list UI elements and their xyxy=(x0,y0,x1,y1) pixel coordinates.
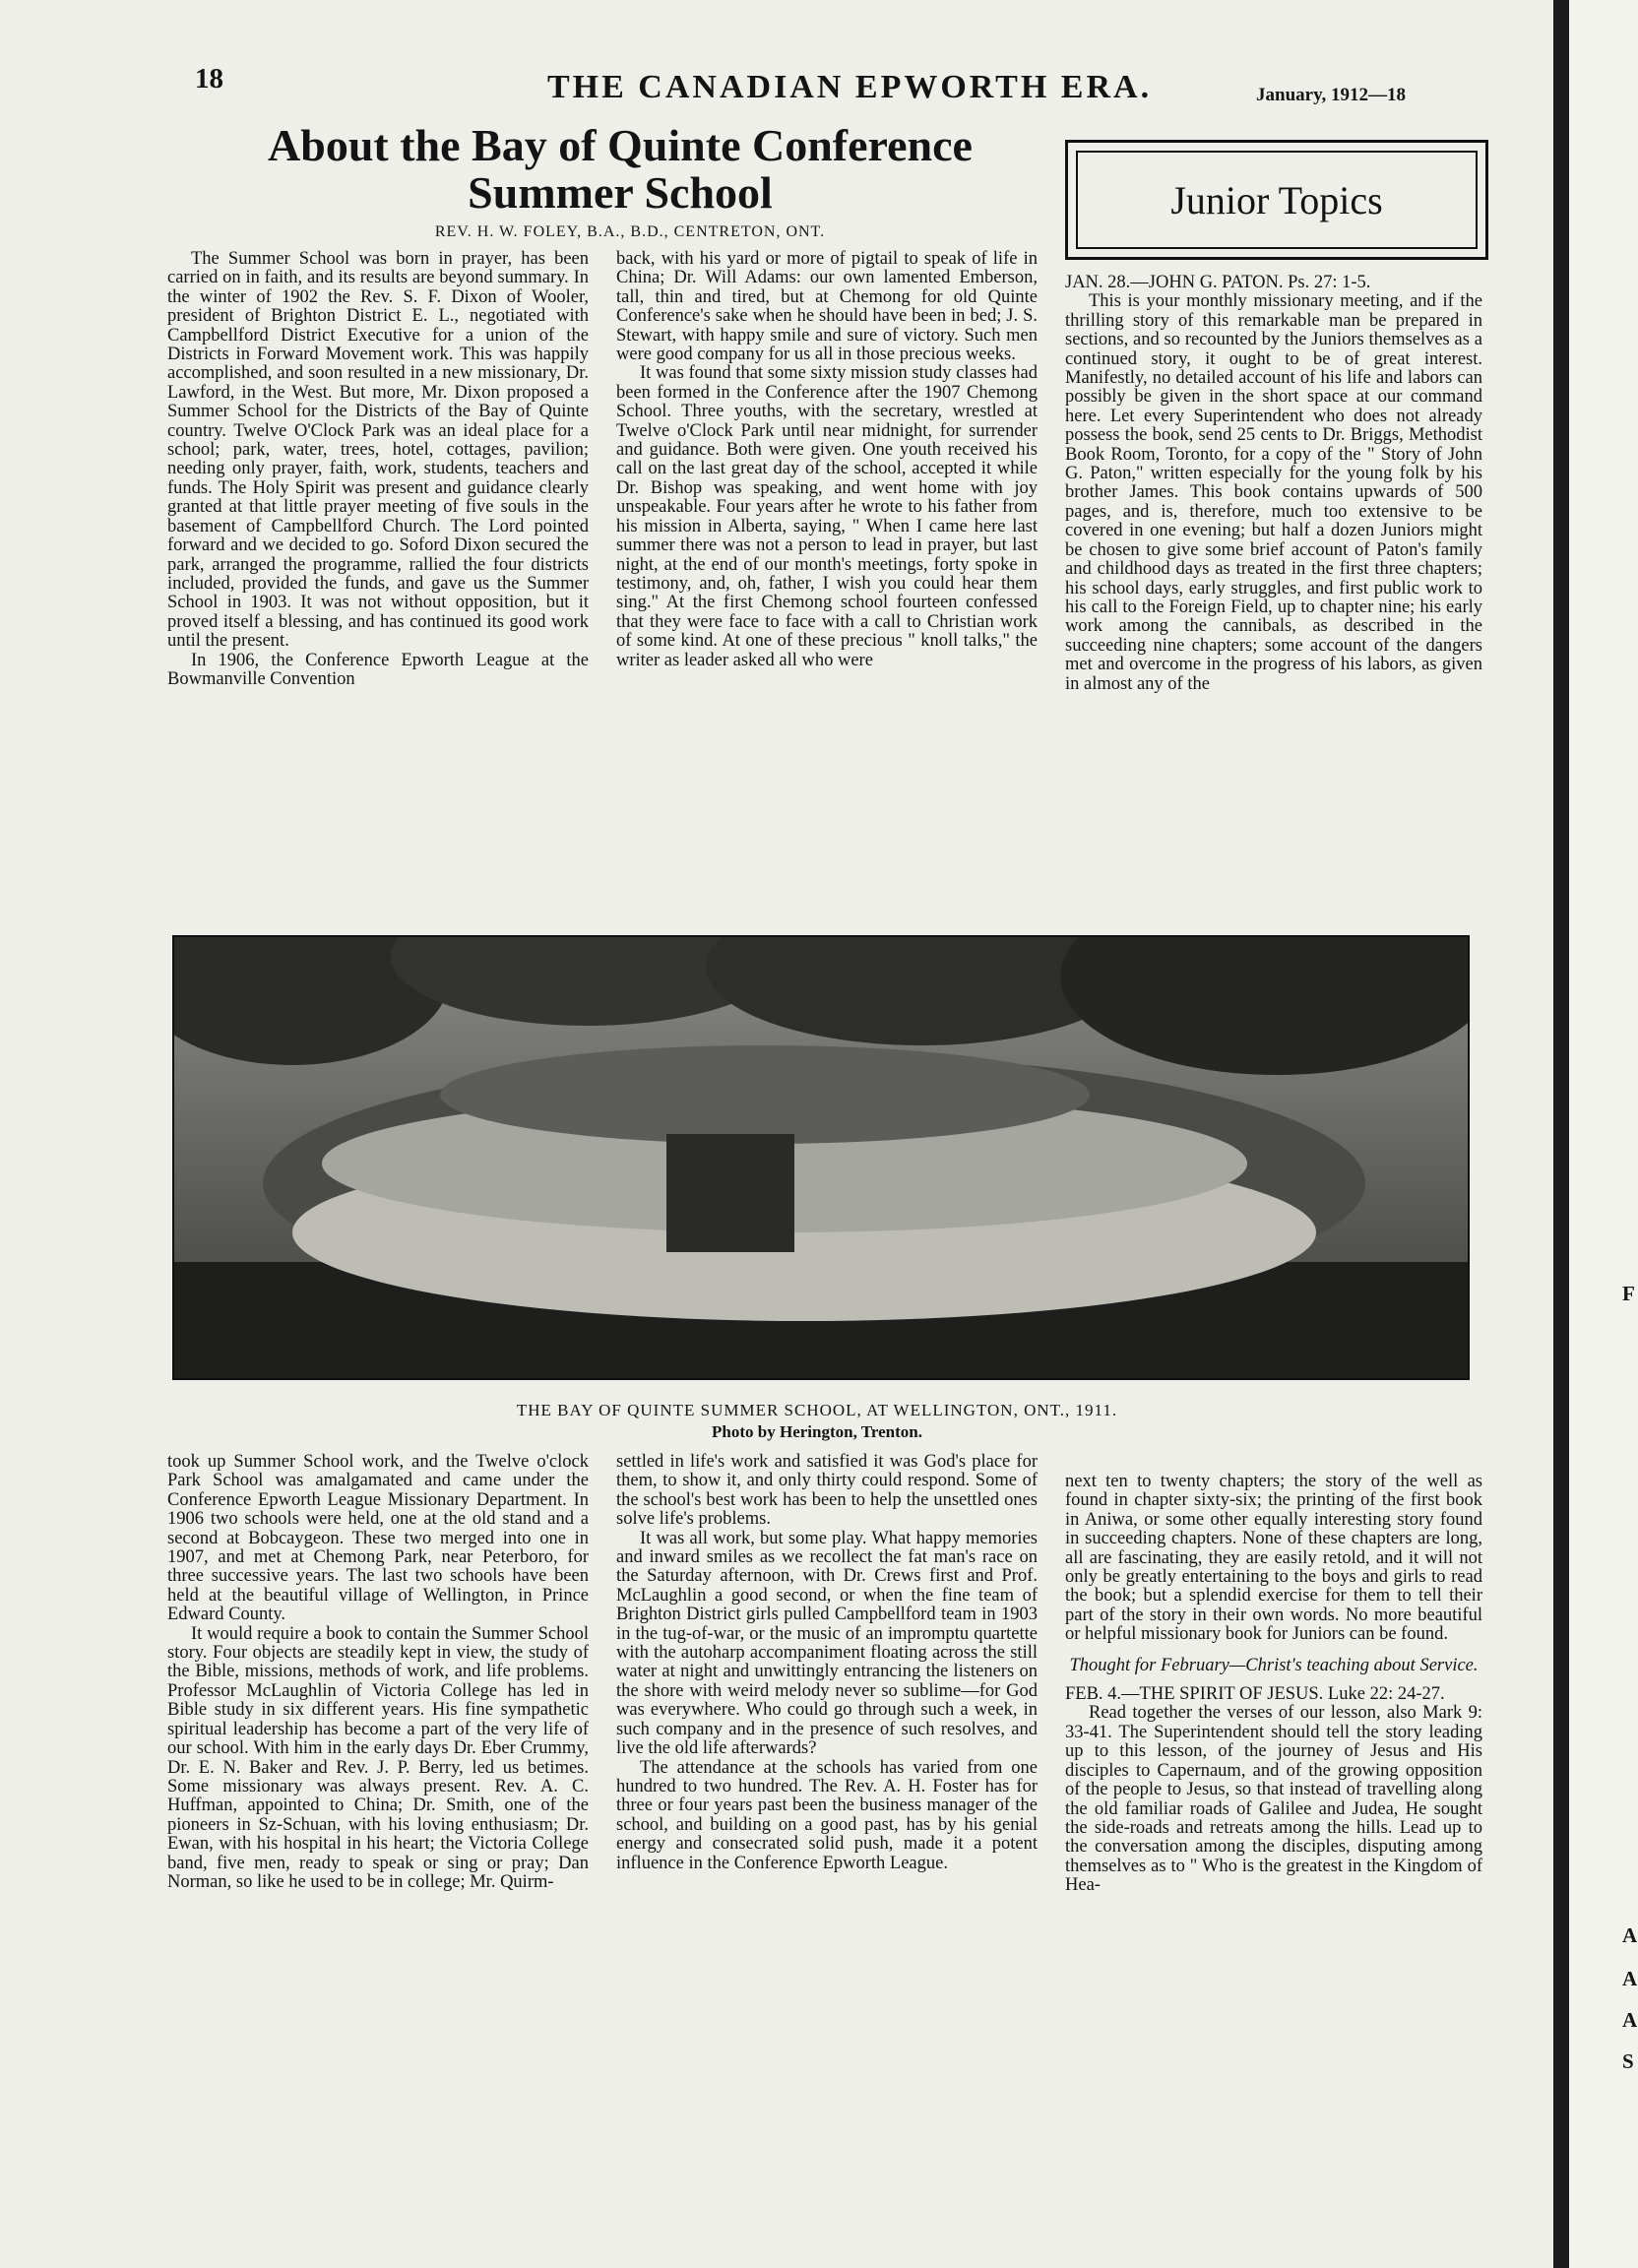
edge-letter: A xyxy=(1622,1923,1638,1947)
junior-column-upper xyxy=(1065,274,1482,694)
edge-letter: A xyxy=(1622,2008,1638,2032)
paragraph: back, with his yard or more of pigtail to speak of life in China; Dr. Will Adams: our own lamented Emberson, tall, thin and tired, but at Chemong for old Quinte Conference's sake when he should have been in bed; J. S. Stewart, with happy smile and sure of victory. Such men were good company for us all in those precious weeks. xyxy=(616,249,1038,365)
edge-letter: S xyxy=(1622,2049,1634,2073)
paragraph: It was all work, but some play. What happy memories and inward smiles as we recollect the fat man's race on the Saturday afternoon, with Dr. Crews first and Prof. McLaughlin a good second, or when the fine team of Brighton District girls pulled Campbellford team in 1903 in the tug-of-war, or the music of an impromptu quartette with the autoharp accompaniment floating across the still water at night and unwittingly entrancing the listeners on the shore with weird melody never so sublime—for God was everywhere. Who could go through such a week, in such company and in the presence of such resolves, and live the old life afterwards? xyxy=(616,1528,1038,1759)
paragraph: The Summer School was born in prayer, has been carried on in faith, and its results are beyond summary. In the winter of 1902 the Rev. S. F. Dixon of Wooler, president of Brighton District E. L., negotiated with Campbellford District Executive for a union of the Districts in Forward Movement work. This was happily accomplished, and soon resulted in a new missionary, Dr. Lawford, in the West. But more, Mr. Dixon proposed a Summer School for the Districts of the Bay of Quinte country. Twelve O'Clock Park was an ideal place for a school; park, water, trees, hotel, cottages, pavilion; needing only prayer, faith, work, students, teachers and funds. The Holy Spirit was present and guidance clearly granted at that little prayer meeting of five souls in the basement of Campbellford Church. The Lord pointed forward and we decided to go. Soford Dixon secured the park, arranged the programme, rallied the four districts included, provided the funds, and gave us the Summer School in 1903. It was not without opposition, but it proved itself a blessing, and has continued its good work until the present. xyxy=(167,249,589,652)
junior-topics-title: Junior Topics xyxy=(1076,151,1478,249)
issue-date: January, 1912—18 xyxy=(1256,85,1407,105)
page-number: 18 xyxy=(195,63,223,94)
paragraph: The attendance at the schools has varied from one hundred to two hundred. The Rev. A. H. Foster has for three or four years past been the business manager of the school, and building on a good past, has by his genial energy and consecrated solid push, made it a potent influence in the Conference Epworth League. xyxy=(616,1757,1038,1873)
paragraph: took up Summer School work, and the Twelve o'clock Park School was amalgamated and came under the Conference Epworth League Missionary Department. In 1906 two schools were held, one at the old stand and a second at Bobcaygeon. These two merged into one in 1907, and met at Chemong Park, near Peterboro, for three successive years. The last two schools have been held at the beautiful village of Wellington, in Prince Edward County. xyxy=(167,1452,589,1625)
edge-letter: A xyxy=(1622,1967,1638,1990)
edge-letter: F xyxy=(1622,1282,1635,1305)
article-title: About the Bay of Quinte Conference Summer School xyxy=(268,120,973,218)
lesson-heading: JAN. 28.—JOHN G. PATON. Ps. 27: 1-5. xyxy=(1065,273,1371,292)
article-column-2 xyxy=(616,250,1038,670)
caption-text: THE BAY OF QUINTE SUMMER SCHOOL, AT WELLINGTON, ONT., 1911. xyxy=(516,1401,1118,1419)
junior-topics-box xyxy=(1065,140,1488,260)
photo-caption xyxy=(177,1400,1457,1443)
article-byline: REV. H. W. FOLEY, B.A., B.D., CENTRETON, ONT. xyxy=(434,223,826,240)
photo-image xyxy=(174,937,1468,1378)
paragraph: settled in life's work and satisfied it was God's place for them, to show it, and only thirty could respond. Some of the school's best work has been to help the unsettled ones solve life's problems. xyxy=(616,1452,1038,1530)
paragraph: In 1906, the Conference Epworth League at the Bowmanville Convention xyxy=(167,650,589,689)
paragraph: next ten to twenty chapters; the story of the well as found in chapter sixty-six; the printing of the first book in Aniwa, or some other equally interesting story found in succeeding chapters. None of these chapters are long, all are fascinating, they are easily retold, and it will not only be greatly entertaining to the boys and girls to read the book; but a splendid exercise for them to tell their part of the story in their own words. No more beautiful or helpful missionary book for Juniors can be found. xyxy=(1065,1472,1482,1645)
lesson-heading: FEB. 4.—THE SPIRIT OF JESUS. Luke 22: 24-27. xyxy=(1065,1684,1445,1705)
paragraph: It was found that some sixty mission study classes had been formed in the Conference after the 1907 Chemong School. Three youths, with the secretary, wrestled at Twelve o'Clock Park until near midnight, for surrender and guidance. Both were given. One youth received his call on the last great day of the school, accepted it while Dr. Bishop was speaking, and went home with joy unspeakable. Four years after he wrote to his father from his mission in Alberta, saying, " When I came here last summer there was not a person to lead in prayer, but last night, at the end of our month's meetings, forty spoke in testimony, and, oh, father, I wish you could hear them sing." At the first Chemong school fourteen confessed that they were face to face with a call to Christian work of some kind. At one of these precious " knoll talks," the writer as leader asked all who were xyxy=(616,363,1038,670)
group-photograph xyxy=(172,935,1470,1380)
paragraph: It would require a book to contain the Summer School story. Four objects are steadily kept in view, the study of the Bible, missions, methods of work, and life problems. Professor McLaughlin of Victoria College has led in Bible study in six different years. His fine sympathetic spiritual leadership has become a part of the very life of our school. With him in the early days Dr. Eber Crummy, Dr. E. N. Baker and Rev. J. P. Berry, led us betimes. Some missionary was always present. Rev. A. C. Huffman, appointed to China; Dr. Smith, one of the pioneers in Sz-Schuan, with his loving enthusiasm; Dr. Ewan, with his hospital in his heart; the Victoria College band, five men, ready to speak or sing or pray; Dan Norman, so like he used to be in college; Mr. Quirm- xyxy=(167,1623,589,1892)
thought-for-february: Thought for February—Christ's teaching about Service. xyxy=(1069,1655,1479,1675)
paragraph: This is your monthly missionary meeting, and if the thrilling story of this remarkable man be prepared in sections, and so recounted by the Juniors themselves as a continued story, it ought to be of great interest. Manifestly, no detailed account of his life and labors can possibly be given in the short space at our command here. Let every Superintendent who does not already possess the book, send 25 cents to Dr. Briggs, Methodist Book Room, Toronto, for a copy of the " Story of John G. Paton," written especially for the young folk by his brother James. This book contains upwards of 500 pages, and is, therefore, much too extensive to be covered in one evening; but half a dozen Juniors might be chosen to give some brief account of Paton's family and childhood days as treated in the first three chapters; his school days, early struggles, and first public work to his call to the Foreign Field, up to chapter nine; his early work among the cannibals, as described in the succeeding nine chapters; some account of the dangers met and overcome in the progress of his labors, as given in almost any of the xyxy=(1065,291,1482,694)
publication-title: THE CANADIAN EPWORTH ERA. xyxy=(547,69,1153,105)
article-column-2-lower xyxy=(616,1453,1038,1873)
junior-column-lower xyxy=(1065,1473,1482,1896)
photo-credit: Photo by Herington, Trenton. xyxy=(712,1422,922,1441)
paragraph: Read together the verses of our lesson, also Mark 9: 33-41. The Superintendent should tell the story leading up to this lesson, of the journey of Jesus and His disciples to Capernaum, and of the growing opposition of the people to Jesus, so that instead of travelling along the old familiar roads of Galilee and Judea, He sought the side-roads and retreats among the hills. Lead up to the conversation among the disciples, disputing among themselves as to " Who is the greatest in the Kingdom of Hea- xyxy=(1065,1703,1482,1896)
article-column-1 xyxy=(167,250,589,689)
article-column-1-lower xyxy=(167,1453,589,1892)
